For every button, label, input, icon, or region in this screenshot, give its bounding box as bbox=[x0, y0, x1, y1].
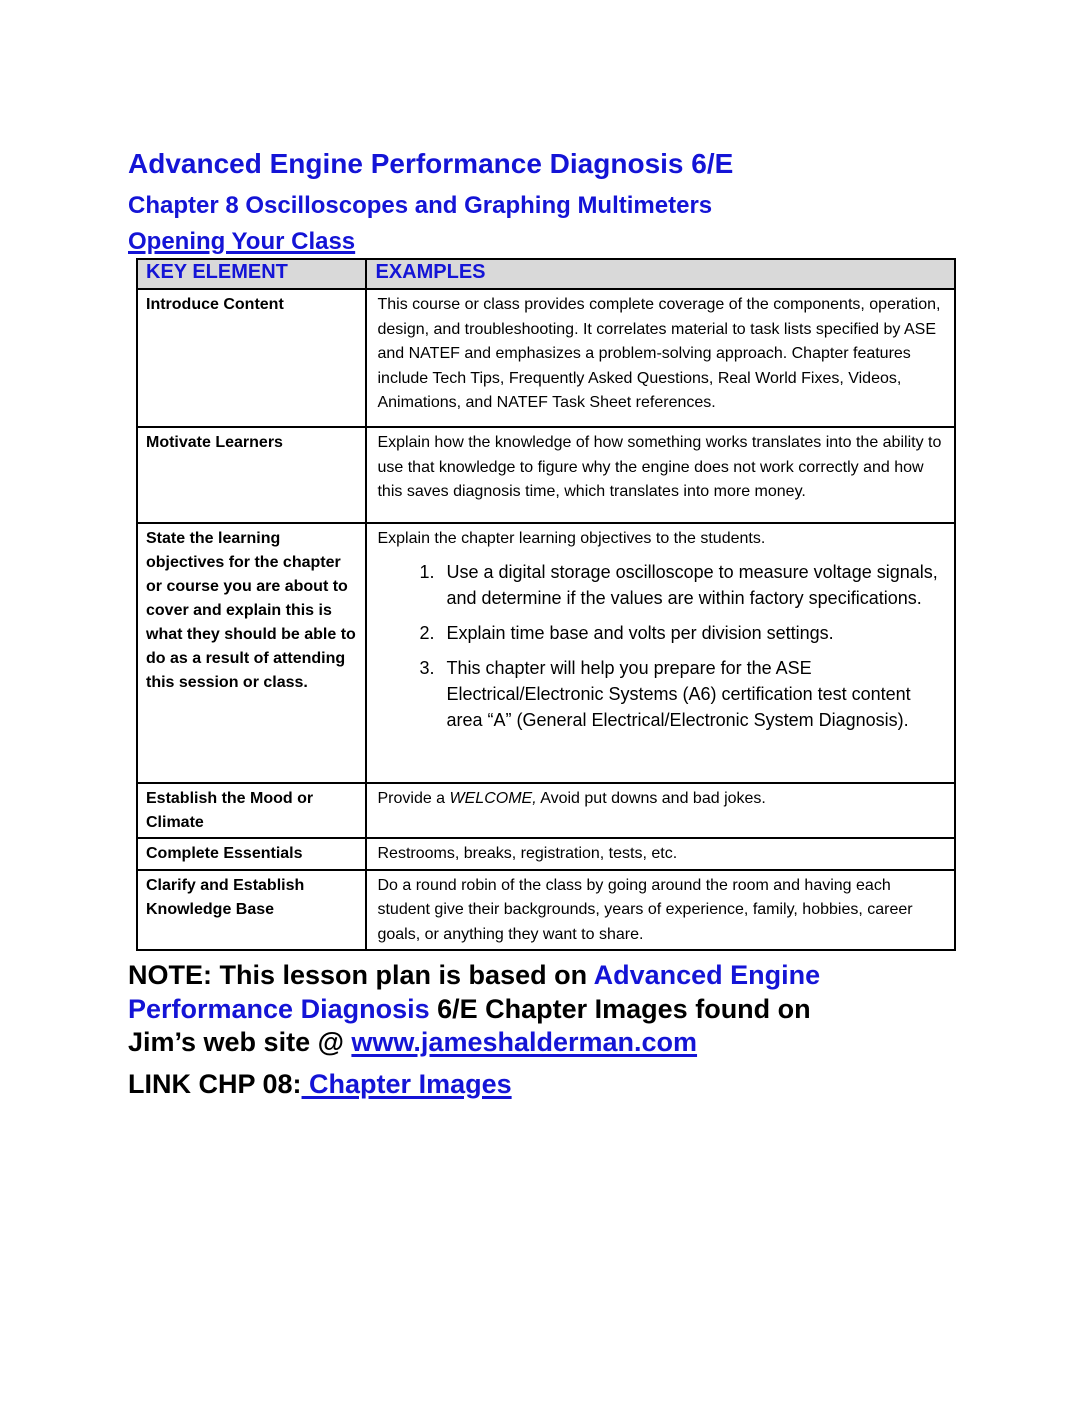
objective-item: 1. Use a digital storage oscilloscope to measure voltage signals, and determine if the values are within factory specifications. bbox=[439, 559, 944, 611]
table-header-row bbox=[137, 259, 955, 289]
note-line bbox=[128, 1068, 918, 1102]
table-row-motivate-learners bbox=[137, 427, 955, 523]
note-line bbox=[128, 993, 918, 1027]
website-link[interactable]: www.jameshalderman.com bbox=[351, 1027, 698, 1057]
note-text: NOTE: This lesson plan is based on bbox=[128, 960, 594, 990]
example-text: Avoid put downs and bad jokes. bbox=[536, 790, 766, 807]
chapter-images-link[interactable]: Chapter Images bbox=[301, 1068, 512, 1099]
welcome-emphasis: WELCOME, bbox=[449, 790, 537, 807]
key-element-cell: Introduce Content bbox=[137, 289, 366, 427]
objectives-intro: Explain the chapter learning objectives to the students. bbox=[377, 530, 766, 547]
note-book-title: Advanced Engine bbox=[593, 960, 821, 990]
key-element-cell: State the learning objectives for the chapter or course you are about to cover and explain this is what they should be able to do as a result of attending this session or class. bbox=[137, 523, 366, 783]
examples-cell: Explain how the knowledge of how something works translates into the ability to use that knowledge to figure why the engine does not work correctly and how this saves diagnosis time, which translates into more money. bbox=[366, 427, 955, 523]
note-book-title: Performance Diagnosis bbox=[128, 993, 438, 1024]
objective-item: 3. This chapter will help you prepare for the ASE Electrical/Electronic Systems (A6) certification test content area “A” (General Electrical/Electronic System Diagnosis). bbox=[439, 655, 944, 733]
note-text: Jim’s web site @ bbox=[128, 1027, 352, 1057]
col-header-examples: EXAMPLES bbox=[366, 259, 955, 289]
page-title: Advanced Engine Performance Diagnosis 6/E bbox=[128, 148, 734, 179]
chapter-heading: Chapter 8 Oscilloscopes and Graphing Multimeters bbox=[128, 192, 713, 219]
key-element-cell: Motivate Learners bbox=[137, 427, 366, 523]
table-row-complete-essentials bbox=[137, 838, 955, 870]
note-text: 6/E Chapter Images found on bbox=[437, 993, 811, 1024]
objectives-list bbox=[377, 559, 944, 733]
key-element-cell: Clarify and Establish Knowledge Base bbox=[137, 870, 366, 951]
section-heading: Opening Your Class bbox=[128, 228, 356, 255]
example-text: Provide a bbox=[377, 790, 450, 807]
examples-cell bbox=[366, 523, 955, 783]
examples-cell: Restrooms, breaks, registration, tests, etc. bbox=[366, 838, 955, 870]
table-row-learning-objectives bbox=[137, 523, 955, 783]
table-row-introduce-content bbox=[137, 289, 955, 427]
note-line bbox=[128, 959, 918, 993]
key-element-cell: Complete Essentials bbox=[137, 838, 366, 870]
lesson-plan-table bbox=[136, 258, 956, 951]
examples-cell bbox=[366, 783, 955, 838]
note-line bbox=[128, 1026, 918, 1060]
col-header-key-element: KEY ELEMENT bbox=[137, 259, 366, 289]
table-row-establish-mood bbox=[137, 783, 955, 838]
key-element-cell: Establish the Mood or Climate bbox=[137, 783, 366, 838]
examples-cell: This course or class provides complete coverage of the components, operation, design, and troubleshooting. It correlates material to task lists specified by ASE and NATEF and emphasizes a problem-solving approach. Chapter features include Tech Tips, Frequently Asked Questions, Real World Fixes, Videos, Animations, and NATEF Task Sheet references. bbox=[366, 289, 955, 427]
objective-item: 2. Explain time base and volts per division settings. bbox=[439, 620, 944, 646]
note-text: LINK CHP 08: bbox=[128, 1068, 302, 1099]
table-row-clarify-knowledge-base bbox=[137, 870, 955, 951]
examples-cell: Do a round robin of the class by going around the room and having each student give their backgrounds, years of experience, family, hobbies, career goals, or anything they want to share. bbox=[366, 870, 955, 951]
note-paragraph bbox=[128, 959, 918, 1101]
